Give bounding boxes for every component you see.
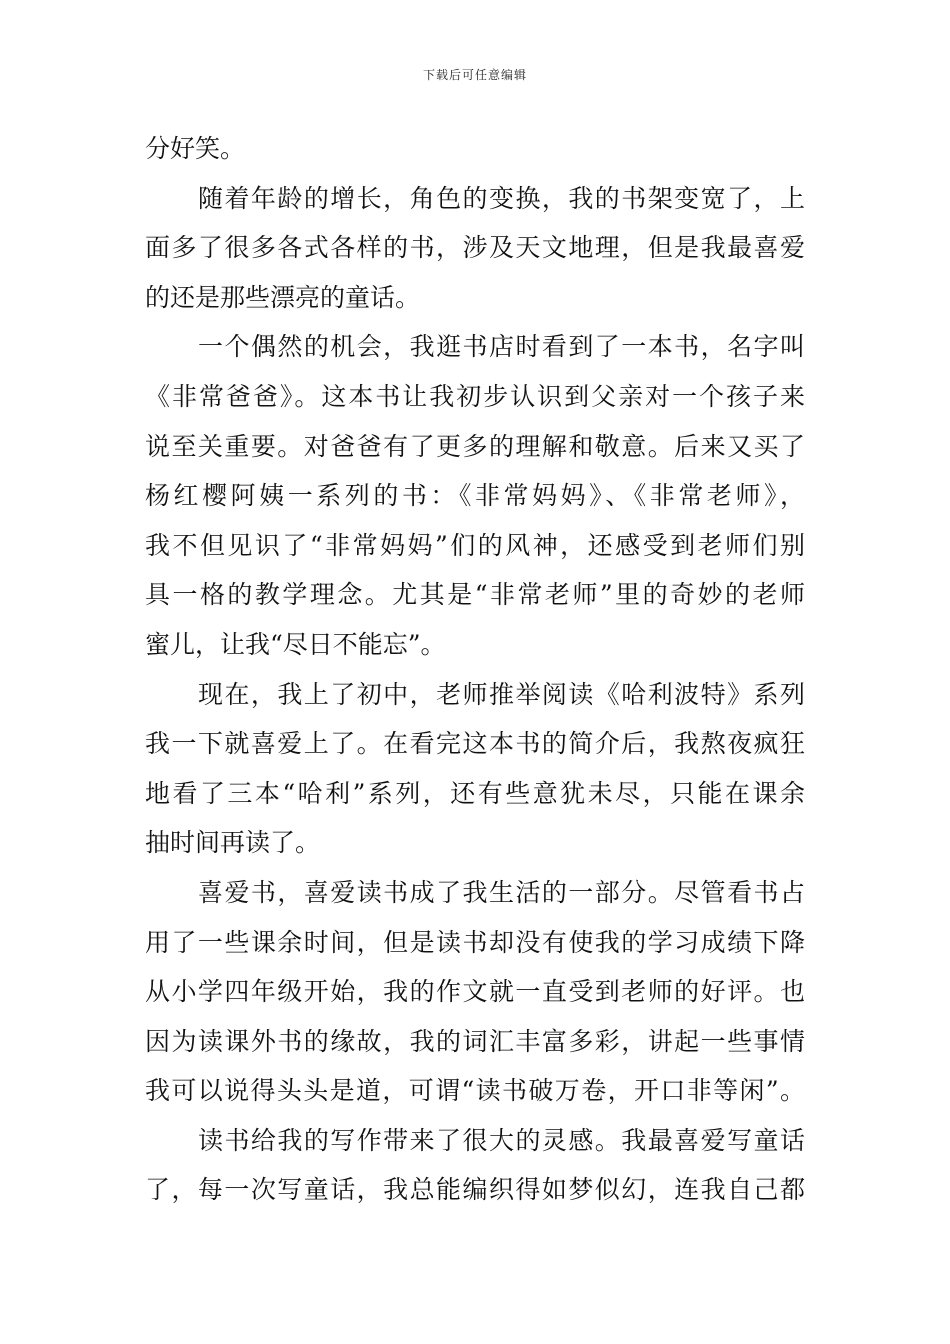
text-line: 杨红樱阿姨一系列的书：《非常妈妈》、《非常老师》， bbox=[145, 481, 805, 511]
page-header: 下载后可任意编辑 bbox=[422, 68, 527, 82]
text-line: 地看了三本“哈利”系列，还有些意犹未尽，只能在课余 bbox=[145, 778, 805, 808]
text-line: 用了一些课余时间，但是读书却没有使我的学习成绩下降 bbox=[145, 927, 805, 957]
text-line: 随着年龄的增长，角色的变换，我的书架变宽了，上 bbox=[198, 183, 805, 213]
text-line: 现在，我上了初中，老师推举阅读《哈利波特》系列 bbox=[198, 679, 805, 709]
text-line: 我可以说得头头是道，可谓“读书破万卷，开口非等闲”。 bbox=[145, 1076, 805, 1106]
text-line: 了，每一次写童话，我总能编织得如梦似幻，连我自己都 bbox=[145, 1175, 805, 1205]
text-line: 抽时间再读了。 bbox=[145, 828, 321, 858]
text-line: 从小学四年级开始，我的作文就一直受到老师的好评。也 bbox=[145, 977, 805, 1007]
text-line: 面多了很多各式各样的书，涉及天文地理，但是我最喜爱 bbox=[145, 233, 805, 263]
text-line: 喜爱书，喜爱读书成了我生活的一部分。尽管看书占 bbox=[198, 877, 805, 907]
text-line: 读书给我的写作带来了很大的灵感。我最喜爱写童话 bbox=[198, 1125, 805, 1155]
text-line: 我不但见识了“非常妈妈”们的风神，还感受到老师们别 bbox=[145, 530, 805, 560]
text-line: 蜜儿，让我“尽日不能忘”。 bbox=[145, 629, 446, 659]
text-line: 因为读课外书的缘故，我的词汇丰富多彩，讲起一些事情 bbox=[145, 1026, 805, 1056]
text-line: 一个偶然的机会，我逛书店时看到了一本书，名字叫 bbox=[198, 332, 805, 362]
text-line: 的还是那些漂亮的童话。 bbox=[145, 282, 421, 312]
text-line: 我一下就喜爱上了。在看完这本书的简介后，我熬夜疯狂 bbox=[145, 729, 805, 759]
body-text bbox=[145, 124, 805, 1215]
text-line: 具一格的教学理念。尤其是“非常老师”里的奇妙的老师 bbox=[145, 580, 805, 610]
text-line: 说至关重要。对爸爸有了更多的理解和敬意。后来又买了 bbox=[145, 431, 805, 461]
text-line: 分好笑。 bbox=[145, 134, 246, 163]
text-line: 《非常爸爸》。这本书让我初步认识到父亲对一个孩子来 bbox=[145, 381, 805, 411]
